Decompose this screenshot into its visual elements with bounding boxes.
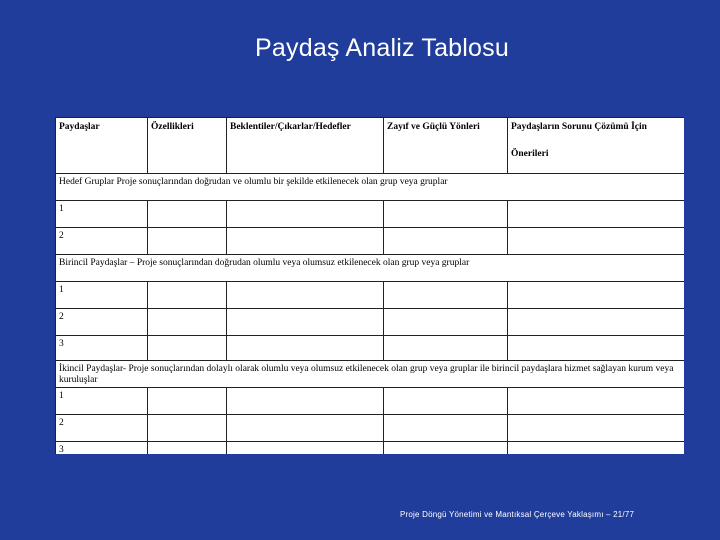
header-cell: [508, 118, 685, 174]
table-row: [56, 336, 685, 361]
stakeholder-table-image: [55, 117, 684, 454]
table-row: [56, 228, 685, 255]
header-cell: Zayıf ve Güçlü Yönleri: [384, 118, 508, 174]
footer-note: Proje Döngü Yönetimi ve Mantıksal Çerçeve Yaklaşımı – 21/77: [400, 510, 635, 519]
header-cell-text-extra: Önerileri: [511, 149, 549, 159]
header-cell: Beklentiler/Çıkarlar/Hedefler: [227, 118, 384, 174]
table-row: [56, 201, 685, 228]
table-row: [56, 309, 685, 336]
group-row-target: [56, 174, 685, 201]
table-row: [56, 282, 685, 309]
group-row-primary: [56, 255, 685, 282]
row-number: 1: [56, 282, 148, 309]
group-label: Birincil Paydaşlar – Proje sonuçlarından doğrudan olumlu veya olumsuz etkilenecek olan grup veya gruplar: [56, 255, 685, 282]
header-cell: Paydaşlar: [56, 118, 148, 174]
row-number: 1: [56, 201, 148, 228]
group-row-secondary: [56, 361, 685, 388]
table-row: [56, 442, 685, 455]
stakeholder-table: [55, 117, 684, 454]
header-cell: Özellikleri: [148, 118, 227, 174]
row-number: 2: [56, 415, 148, 442]
group-label: İkincil Paydaşlar- Proje sonuçlarından dolaylı olarak olumlu veya olumsuz etkilenecek olan grup veya gruplar ile birincil paydaşlara hizmet sağlayan kurum veya kuruluşlar: [56, 361, 685, 388]
row-number: 2: [56, 228, 148, 255]
table-row: [56, 415, 685, 442]
table-header-row: [56, 118, 685, 174]
row-number: 3: [56, 442, 148, 455]
row-number: 2: [56, 309, 148, 336]
slide-title: Paydaş Analiz Tablosu: [255, 34, 509, 62]
header-cell-text: Paydaşların Sorunu Çözümü İçin: [511, 122, 647, 132]
row-number: 3: [56, 336, 148, 361]
table-row: [56, 388, 685, 415]
group-label: Hedef Gruplar Proje sonuçlarından doğrudan ve olumlu bir şekilde etkilenecek olan grup veya gruplar: [56, 174, 685, 201]
row-number: 1: [56, 388, 148, 415]
